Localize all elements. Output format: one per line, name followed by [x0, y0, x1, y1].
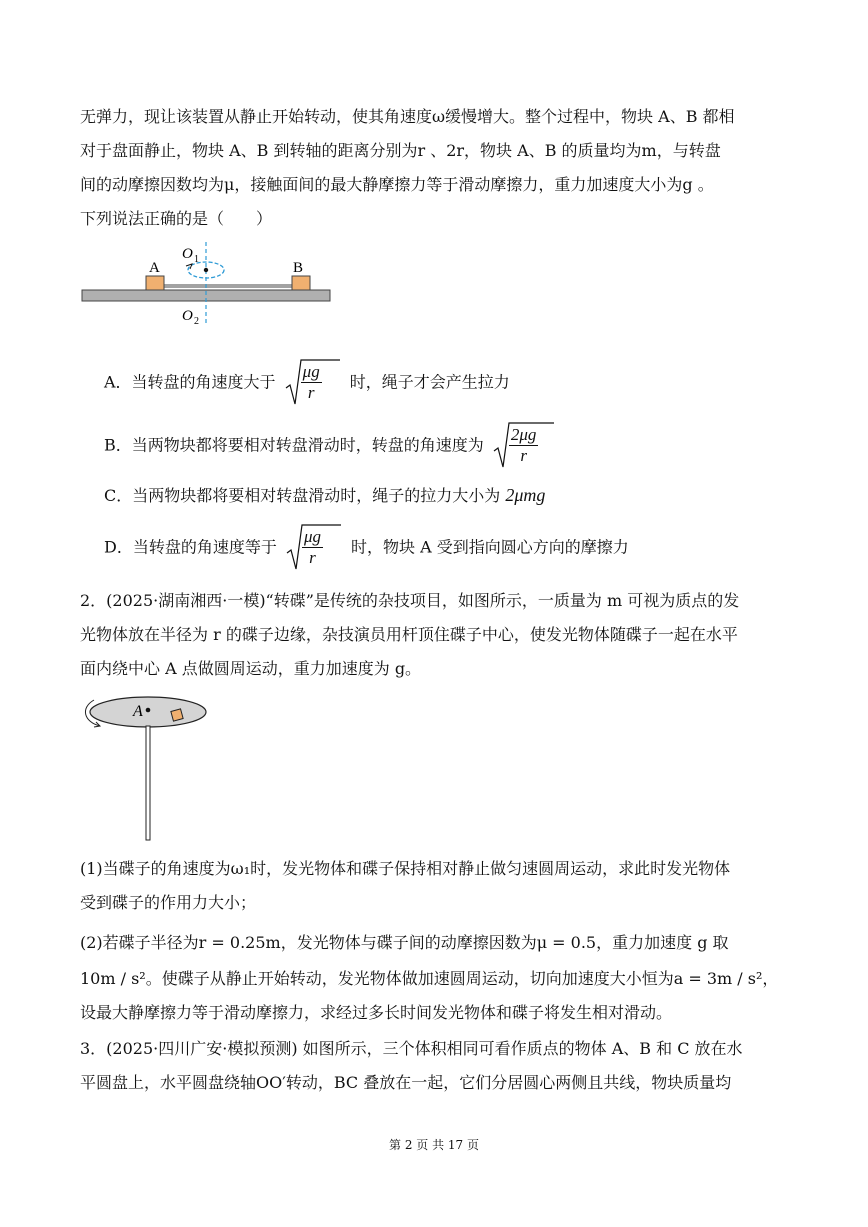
- q2-part1-line1: (1)当碟子的角速度为ω₁时，发光物体和碟子保持相对静止做匀速圆周运动，求此时发光物体: [80, 859, 731, 878]
- spinning-plate-figure: [78, 688, 218, 848]
- sqrt-mu-g-over-r: $\frac{\mu g}{r}$: [285, 358, 341, 408]
- label-o1-sub: 1: [194, 254, 199, 265]
- option-a-suffix: 时，绳子才会产生拉力: [349, 372, 510, 392]
- point-a-label: A: [133, 703, 143, 720]
- option-b-prefix: B．当两物块都将要相对转盘滑动时，转盘的角速度为: [104, 435, 484, 455]
- option-c: [104, 484, 545, 507]
- q2-line3: 面内绕中心 A 点做圆周运动，重力加速度为 g。: [80, 659, 422, 678]
- q3-line2: 平圆盘上，水平圆盘绕轴OO′转动，BC 叠放在一起，它们分居圆心两侧且共线，物块质量均: [80, 1073, 732, 1092]
- glowing-object: [171, 709, 183, 721]
- stick: [146, 726, 150, 840]
- page-footer: 第 2 页 共 17 页: [389, 1138, 479, 1152]
- block-b: [292, 276, 310, 290]
- q2-part1-line2: 受到碟子的作用力大小；: [80, 893, 257, 912]
- option-a-prefix: A．当转盘的角速度大于: [104, 372, 276, 392]
- q2-line2: 光物体放在半径为 r 的碟子边缘，杂技演员用杆顶住碟子中心，使发光物体随碟子一起在水平: [80, 625, 738, 644]
- label-o2: O: [182, 308, 193, 324]
- q2-part2-line1: (2)若碟子半径为r = 0.25m，发光物体与碟子间的动摩擦因数为μ = 0.5，重力加速度 g 取: [80, 933, 729, 952]
- label-o1: O: [182, 246, 193, 262]
- sqrt-mu-g-over-r-d: $\frac{\mu g}{r}$: [286, 523, 342, 573]
- option-d-prefix: D．当转盘的角速度等于: [104, 537, 277, 557]
- option-d: [104, 523, 629, 573]
- label-o2-sub: 2: [194, 316, 199, 327]
- para1-line4: 下列说法正确的是（ ）: [80, 209, 273, 228]
- q2-line1: 2．(2025·湖南湘西·一模)“转碟”是传统的杂技项目，如图所示，一质量为 m 可视为质点的发: [80, 591, 740, 610]
- option-d-suffix: 时，物块 A 受到指向圆心方向的摩擦力: [351, 537, 629, 557]
- option-c-math: 2μmg: [505, 485, 546, 505]
- q2-part2-line3: 设最大静摩擦力等于滑动摩擦力，求经过多长时间发光物体和碟子将发生相对滑动。: [80, 1003, 673, 1022]
- option-a: [104, 358, 510, 408]
- para1-line3: 间的动摩擦因数均为μ，接触面间的最大静摩擦力等于滑动摩擦力，重力加速度大小为g 。: [80, 175, 714, 194]
- block-a: [146, 276, 164, 290]
- para1-line1: 无弹力，现让该装置从静止开始转动，使其角速度ω缓慢增大。整个过程中，物块 A、B 都相: [80, 107, 735, 126]
- q2-part2-line2: 10m / s²。使碟子从静止开始转动，发光物体做加速圆周运动，切向加速度大小恒为a = 3m / s²，: [80, 969, 779, 988]
- option-b: [104, 421, 559, 471]
- para1-line2: 对于盘面静止，物块 A、B 到转轴的距离分别为r 、2r，物块 A、B 的质量均为m，与转盘: [80, 141, 721, 160]
- label-b: B: [293, 260, 304, 276]
- label-a: A: [149, 260, 160, 276]
- option-c-text: C．当两物块都将要相对转盘滑动时，绳子的拉力大小为: [104, 486, 501, 505]
- sqrt-2mu-g-over-r: $\frac{2\mu g}{r}$: [493, 421, 555, 471]
- q3-line1: 3．(2025·四川广安·模拟预测) 如图所示，三个体积相同可看作质点的物体 A、B 和 C 放在水: [80, 1039, 743, 1058]
- turntable-figure: [74, 238, 344, 328]
